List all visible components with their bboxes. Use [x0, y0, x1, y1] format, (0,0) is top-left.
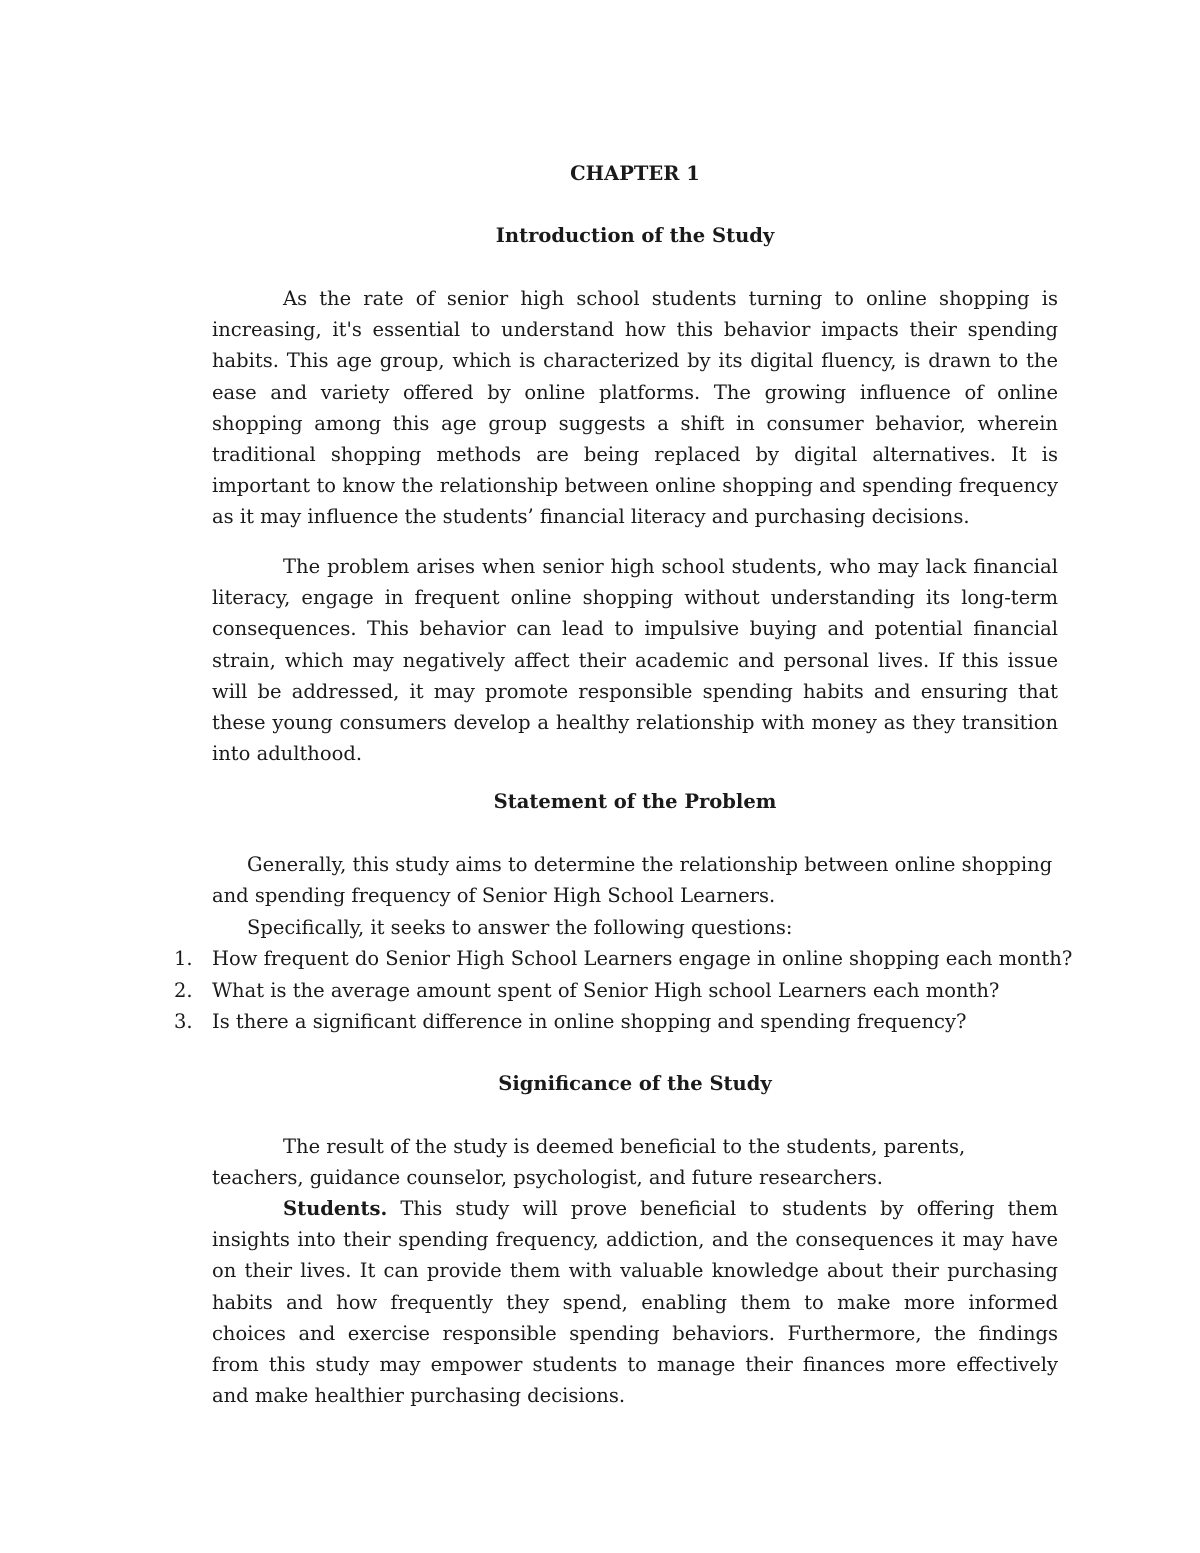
list-number: 2.: [174, 978, 193, 1002]
statement-specific-intro: Specifically, it seeks to answer the following questions:: [247, 916, 793, 939]
introduction-paragraph-2: The problem arises when senior high school students, who may lack financial literacy, engage in frequent online shopping without understanding its long-term consequences. This behavior can lead to impulsive buying and potential financial strain, which may negatively affect their academic and personal lives. If this issue will be addressed, it may promote responsible spending habits and ensuring that these young consumers develop a healthy relationship with money as they transition into adulthood.: [212, 555, 1058, 766]
list-item: [166, 943, 1073, 975]
list-item: [166, 1006, 1066, 1038]
significance-heading: Significance of the Study: [498, 1072, 772, 1095]
significance-students-paragraph: [212, 1193, 1058, 1411]
students-label: Students.: [283, 1197, 388, 1220]
introduction-heading: Introduction of the Study: [495, 224, 775, 247]
significance-intro: The result of the study is deemed beneficial to the students, parents, teachers, guidance counselor, psychologist, and future researchers.: [212, 1135, 966, 1190]
list-number: 1.: [174, 947, 193, 970]
students-text: This study will prove beneficial to students by offering them insights into their spending frequency, addiction, and the consequences it may have on their lives. It can provide them with valuable knowledge about their purchasing habits and how frequently they spend, enabling them to make more informed choices and exercise responsible spending behaviors. Furthermore, the findings from this study may empower students to manage their finances more effectively and make healthier purchasing decisions.: [212, 1197, 1058, 1408]
chapter-title: CHAPTER 1: [570, 162, 700, 185]
statement-heading: Statement of the Problem: [493, 790, 777, 813]
question-text: What is the average amount spent of Senior High school Learners each month?: [212, 978, 1000, 1002]
statement-general: Generally, this study aims to determine the relationship between online shopping and spending frequency of Senior High School Learners.: [212, 853, 1053, 908]
question-text: Is there a significant difference in online shopping and spending frequency?: [212, 1010, 967, 1033]
question-text: How frequent do Senior High School Learners engage in online shopping each month?: [212, 947, 1073, 970]
list-item: [166, 975, 1066, 1007]
research-questions-list: [166, 943, 1073, 1038]
list-number: 3.: [174, 1010, 193, 1033]
introduction-paragraph-1: As the rate of senior high school students turning to online shopping is increasing, it's essential to understand how this behavior impacts their spending habits. This age group, which is characterized by its digital fluency, is drawn to the ease and variety offered by online platforms. The growing influence of online shopping among this age group suggests a shift in consumer behavior, wherein traditional shopping methods are being replaced by digital alternatives. It is important to know the relationship between online shopping and spending frequency as it may influence the students’ financial literacy and purchasing decisions.: [212, 287, 1058, 529]
